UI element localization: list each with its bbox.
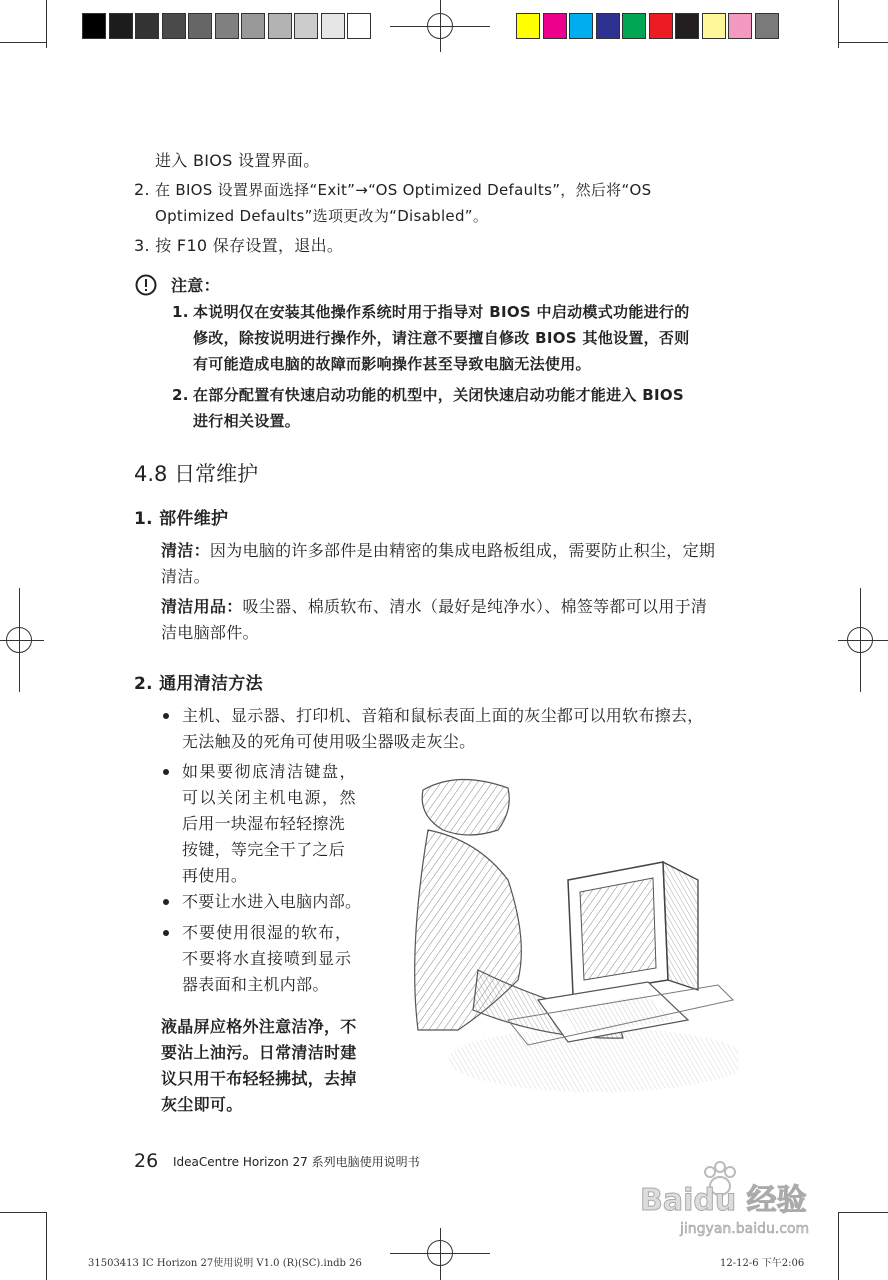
clean-paragraph-line: 清洁。 xyxy=(161,567,210,586)
color-swatch xyxy=(241,13,265,39)
baidu-jingyan-watermark xyxy=(640,1160,840,1240)
color-swatch xyxy=(649,13,673,39)
step2-line2: Optimized Defaults”选项更改为“Disabled”。 xyxy=(155,207,489,225)
bullet4-line: 不要将水直接喷到显示 xyxy=(182,949,353,968)
color-swatch xyxy=(728,13,752,39)
supplies-paragraph-line xyxy=(161,594,707,620)
notice-item1-number: 1. xyxy=(172,303,189,321)
bullet1-line: 无法触及的死角可使用吸尘器吸走灰尘。 xyxy=(182,732,476,751)
registration-mark xyxy=(390,26,490,27)
clean-text: 因为电脑的许多部件是由精密的集成电路板组成，需要防止积尘，定期 xyxy=(209,541,716,560)
color-swatch xyxy=(543,13,567,39)
clean-label: 清洁： xyxy=(161,541,210,560)
bullet3-line: 不要让水进入电脑内部。 xyxy=(182,892,362,911)
color-swatch xyxy=(569,13,593,39)
color-swatch xyxy=(109,13,133,39)
crop-mark xyxy=(46,1212,47,1280)
watermark-url: jingyan.baidu.com xyxy=(680,1221,810,1237)
color-swatch xyxy=(516,13,540,39)
crop-mark xyxy=(838,42,888,43)
bullet2-line: 如果要彻底清洁键盘， xyxy=(182,762,358,781)
bullet4-line: 器表面和主机内部。 xyxy=(182,975,329,994)
registration-mark xyxy=(838,640,888,641)
section-title: 4.8 日常维护 xyxy=(134,462,259,486)
lcd-note-line: 液晶屏应格外注意洁净，不 xyxy=(161,1017,357,1036)
color-swatch xyxy=(268,13,292,39)
registration-mark xyxy=(0,640,44,641)
bullet-dot xyxy=(163,930,169,936)
bullet2-line: 后用一块湿布轻轻擦洗 xyxy=(182,814,346,833)
bullet2-line: 按键，等完全干了之后 xyxy=(182,840,346,859)
notice-item2-line: 在部分配置有快速启动功能的机型中，关闭快速启动功能才能进入 BIOS xyxy=(193,386,684,404)
lcd-note-line: 议只用干布轻轻拂拭，去掉 xyxy=(161,1069,357,1088)
color-swatch xyxy=(82,13,106,39)
notice-item2-number: 2. xyxy=(172,386,189,404)
bullet-dot xyxy=(163,899,169,905)
color-swatch xyxy=(135,13,159,39)
book-title: IdeaCentre Horizon 27 系列电脑使用说明书 xyxy=(173,1155,420,1169)
color-swatch xyxy=(596,13,620,39)
color-swatch xyxy=(188,13,212,39)
bullet2-line: 可以关闭主机电源，然 xyxy=(182,788,358,807)
subsection-title: 2. 通用清洁方法 xyxy=(134,674,263,694)
lcd-note-line: 要沾上油污。日常清洁时建 xyxy=(161,1043,357,1062)
supplies-label: 清洁用品： xyxy=(161,597,243,616)
notice-item1-line: 修改，除按说明进行操作外，请注意不要擅自修改 BIOS 其他设置，否则 xyxy=(193,329,690,347)
clean-paragraph-line xyxy=(161,538,715,564)
crop-mark xyxy=(838,1212,888,1213)
print-timestamp: 12-12-6 下午2:06 xyxy=(720,1258,805,1269)
color-swatch xyxy=(347,13,371,39)
bullet-dot xyxy=(163,713,169,719)
bullet4-line: 不要使用很湿的软布， xyxy=(182,923,353,942)
watermark-brand: Baidu 经验 xyxy=(640,1183,807,1218)
supplies-text: 吸尘器、棉质软布、清水（最好是纯净水）、棉签等都可以用于清 xyxy=(242,597,708,616)
bullet1-line: 主机、显示器、打印机、音箱和鼠标表面上面的灰尘都可以用软布擦去， xyxy=(182,706,704,725)
crop-mark xyxy=(46,0,47,48)
notice-title: 注意： xyxy=(171,276,220,295)
notice-item1-line: 本说明仅在安装其他操作系统时用于指导对 BIOS 中启动模式功能进行的 xyxy=(193,303,690,321)
crop-mark xyxy=(0,42,46,43)
file-info: 31503413 IC Horizon 27使用说明 V1.0 (R)(SC).indb 26 xyxy=(88,1258,362,1269)
page-number: 26 xyxy=(134,1150,159,1172)
bullet-dot xyxy=(163,769,169,775)
color-swatch xyxy=(755,13,779,39)
color-swatch xyxy=(321,13,345,39)
color-swatch xyxy=(162,13,186,39)
registration-mark xyxy=(390,1253,490,1254)
crop-mark xyxy=(838,0,839,48)
color-swatch xyxy=(294,13,318,39)
step3: 3. 按 F10 保存设置，退出。 xyxy=(134,236,344,255)
notice-item1-line: 有可能造成电脑的故障而影响操作甚至导致电脑无法使用。 xyxy=(193,355,591,373)
color-swatch xyxy=(702,13,726,39)
supplies-paragraph-line: 洁电脑部件。 xyxy=(161,623,259,642)
color-swatch xyxy=(675,13,699,39)
registration-mark xyxy=(440,1228,441,1280)
crop-mark xyxy=(0,1212,46,1213)
exclamation-circle-icon xyxy=(135,274,157,296)
lcd-note-line: 灰尘即可。 xyxy=(161,1095,243,1114)
step2-number: 2. xyxy=(134,180,150,199)
color-swatch xyxy=(215,13,239,39)
color-swatch xyxy=(622,13,646,39)
cleaning-illustration xyxy=(398,770,738,1100)
subsection-title: 1. 部件维护 xyxy=(134,509,229,529)
step2-line1: 在 BIOS 设置界面选择“Exit”→“OS Optimized Defaults”，然后将“OS xyxy=(155,181,652,199)
bullet2-line: 再使用。 xyxy=(182,866,248,885)
intro-line: 进入 BIOS 设置界面。 xyxy=(155,151,320,170)
notice-item2-line: 进行相关设置。 xyxy=(193,412,301,430)
